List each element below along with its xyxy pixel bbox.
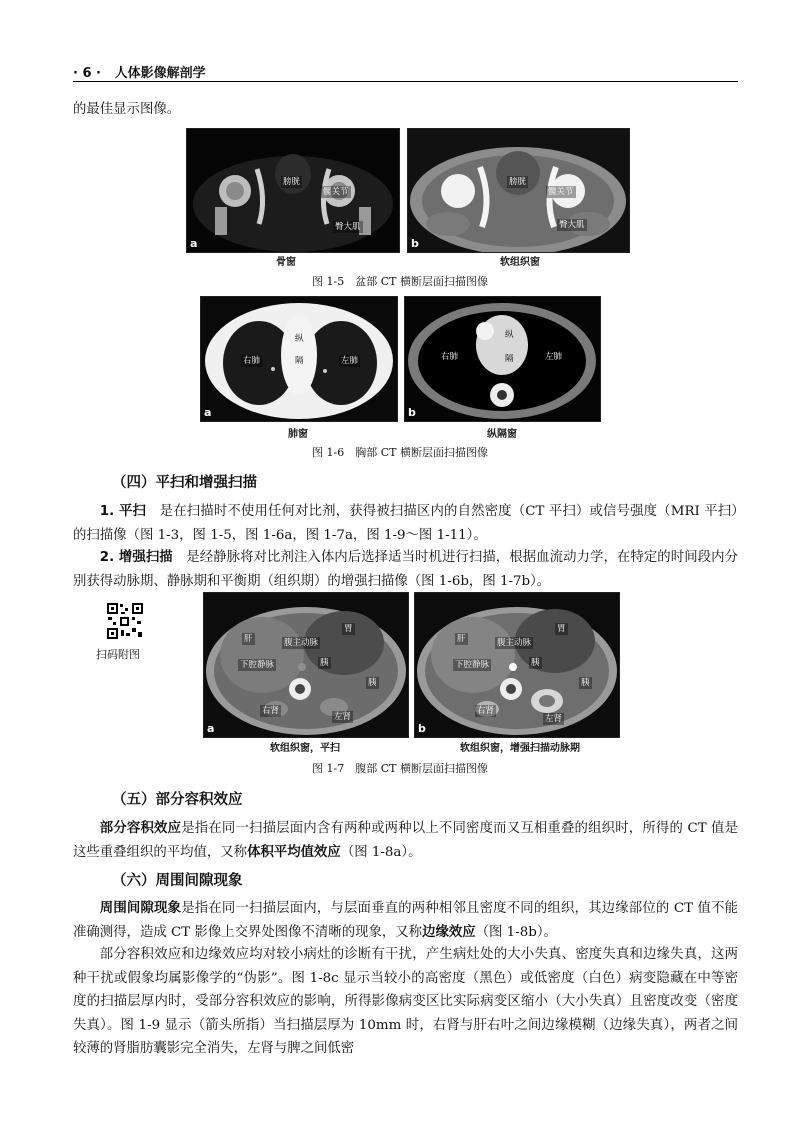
panel-letter-a: a <box>190 237 198 250</box>
label-stomach: 胃 <box>344 624 353 634</box>
label-gluteus: 臀大肌 <box>559 220 585 230</box>
term-partial-volume: 部分容积效应 <box>99 821 182 836</box>
label-abdominal-aorta: 腹主动脉 <box>284 638 319 648</box>
term-plain-scan: 1. 平扫 <box>99 504 147 519</box>
label-right-kidney: 右肾 <box>262 706 280 716</box>
label-liver: 肝 <box>244 634 253 644</box>
label-mediastinum-lower: 隔 <box>295 356 304 366</box>
panel-letter-a: a <box>204 406 212 419</box>
chest-ct-mediastinal-window <box>404 296 601 422</box>
pelvis-soft-window-graphic <box>408 129 629 252</box>
label-pancreas-tail: 胰 <box>368 678 377 688</box>
running-header <box>73 62 206 81</box>
header-rule <box>73 81 738 82</box>
page-number: · 6 · <box>73 66 101 81</box>
term-enhanced-scan: 2. 增强扫描 <box>99 550 173 565</box>
qr-label: 扫码附图 <box>96 648 140 661</box>
panel-letter-b: b <box>411 237 419 250</box>
term-edge-effect: 边缘效应 <box>422 924 476 940</box>
paragraph-peripheral-gap: 周围间隙现象是指在同一扫描层面内，与层面垂直的两种相邻且密度不同的组织，其边缘部位的 CT 值不能准确测得，造成 CT 影像上交界处图像不清晰的现象，又称边缘效应（图 1-8b）。 <box>73 901 739 940</box>
subcaption-soft-tissue-window: 软组织窗 <box>500 257 540 268</box>
label-mediastinum-upper: 纵 <box>505 330 514 340</box>
chest-ct-lung-window <box>200 296 398 422</box>
paragraph-plain-scan: 1. 平扫 是在扫描时不使用任何对比剂，获得被扫描区内的自然密度（CT 平扫）或信号强度（MRI 平扫）的扫描像（图 1-3，图 1-5，图 1-6a，图 1-7a，图 1-9～图 1-11）。 <box>73 504 738 543</box>
panel-letter-a: a <box>207 722 215 735</box>
panel-letter-b: b <box>418 722 426 735</box>
label-right-kidney: 右肾 <box>477 706 495 716</box>
label-liver: 肝 <box>457 634 466 644</box>
label-pancreas: 胰 <box>531 658 540 668</box>
subcaption-lung-window: 肺窗 <box>288 429 308 440</box>
label-abdominal-aorta: 腹主动脉 <box>497 638 532 648</box>
label-gluteus: 臀大肌 <box>335 222 361 232</box>
qr-code-icon[interactable] <box>106 602 144 640</box>
section-heading-6: （六）周围间隙现象 <box>112 873 243 889</box>
intro-paragraph: 的最佳显示图像。 <box>73 102 181 117</box>
label-left-kidney: 左肾 <box>334 712 352 722</box>
label-right-lung: 右肺 <box>243 356 261 366</box>
book-title: 人体影像解剖学 <box>114 66 206 81</box>
figure-caption-1-7: 图 1-7 腹部 CT 横断层面扫描图像 <box>312 762 488 775</box>
label-hip-joint: 髋关节 <box>548 187 574 197</box>
label-hip-joint: 髋关节 <box>323 187 349 197</box>
panel-letter-b: b <box>408 406 416 419</box>
label-mediastinum-upper: 纵 <box>295 334 304 344</box>
subcaption-enhanced-arterial: 软组织窗，增强扫描动脉期 <box>460 743 580 754</box>
label-pancreas-tail: 胰 <box>581 678 590 688</box>
figure-caption-1-6: 图 1-6 胸部 CT 横断层面扫描图像 <box>312 446 488 459</box>
label-stomach: 胃 <box>557 624 566 634</box>
pelvis-bone-window-graphic <box>187 129 399 252</box>
label-inferior-vena-cava: 下腔静脉 <box>455 660 490 670</box>
abdomen-enhanced-graphic <box>415 593 619 737</box>
paragraph-enhanced-scan: 2. 增强扫描 是经静脉将对比剂注入体内后选择适当时机进行扫描，根据血流动力学，在特定的时间段内分别获得动脉期、静脉期和平衡期（组织期）的增强扫描像（图 1-6b，图 1-7b）。 <box>73 550 738 589</box>
pelvis-ct-bone-window <box>186 128 400 253</box>
abdomen-ct-enhanced-arterial <box>414 592 620 738</box>
label-left-kidney: 左肾 <box>545 714 563 724</box>
label-inferior-vena-cava: 下腔静脉 <box>240 660 275 670</box>
label-pancreas: 胰 <box>320 658 329 668</box>
label-mediastinum-lower: 隔 <box>505 354 514 364</box>
paragraph-artifacts: 部分容积效应和边缘效应均对较小病灶的诊断有干扰，产生病灶处的大小失真、密度失真和边缘失真，这两种干扰或假象均属影像学的“伪影”。图 1-8c 显示当较小的高密度（黑色）或低密度（白色）病变隐藏在中等密度的扫描层厚内时，受部分容积效应的影响，所得影像病变区比实际病变区缩小（大小失真）且密度改变（密度失真）。图 1-9 显示（箭头所指）当扫描层厚为 10mm 时，右肾与肝右叶之间边缘模糊（边缘失真），两者之间较薄的肾脂肪囊影完全消失，左肾与脾之间低密 <box>73 947 738 1056</box>
figure-caption-1-5: 图 1-5 盆部 CT 横断层面扫描图像 <box>312 275 488 288</box>
label-bladder: 膀胱 <box>283 177 301 187</box>
section-heading-5: （五）部分容积效应 <box>112 792 243 808</box>
subcaption-mediastinal-window: 纵隔窗 <box>487 429 517 440</box>
paragraph-partial-volume: 部分容积效应是指在同一扫描层面内含有两种或两种以上不同密度而又互相重叠的组织时，所得的 CT 值是这些重叠组织的平均值，又称体积平均值效应（图 1-8a）。 <box>73 821 739 860</box>
pelvis-ct-soft-tissue-window <box>407 128 630 253</box>
abdomen-plain-graphic <box>204 593 408 737</box>
abdomen-ct-plain-scan <box>203 592 409 738</box>
subcaption-bone-window: 骨窗 <box>276 257 296 268</box>
term-peripheral-gap: 周围间隙现象 <box>99 901 182 916</box>
subcaption-plain-scan: 软组织窗，平扫 <box>270 743 340 754</box>
section-heading-4: （四）平扫和增强扫描 <box>112 475 257 491</box>
label-left-lung: 左肺 <box>341 356 359 366</box>
term-volume-average: 体积平均值效应 <box>247 844 341 860</box>
label-bladder: 膀胱 <box>509 177 527 187</box>
label-left-lung: 左肺 <box>545 352 563 362</box>
label-right-lung: 右肺 <box>441 352 459 362</box>
